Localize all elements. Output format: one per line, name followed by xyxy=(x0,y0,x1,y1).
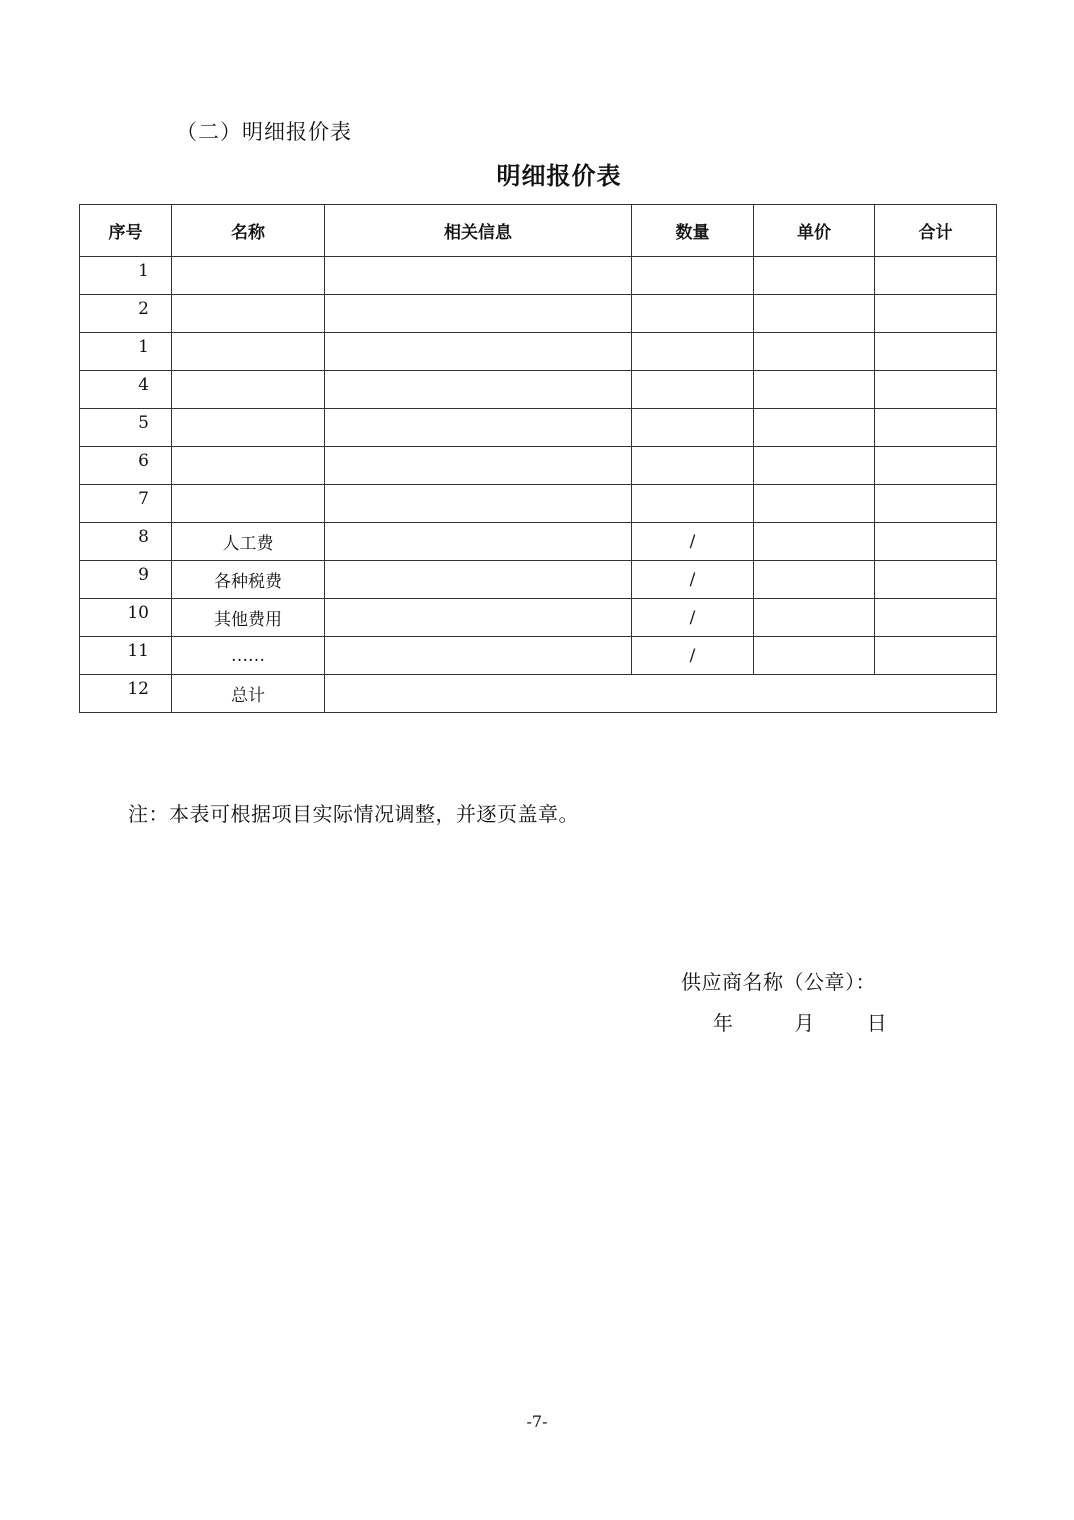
row-serial-no: 8 xyxy=(80,523,172,561)
header-name: 名称 xyxy=(172,205,325,257)
header-unit-price: 单价 xyxy=(754,205,875,257)
row-total xyxy=(875,371,997,409)
row-quantity: / xyxy=(632,599,754,637)
row-total xyxy=(875,561,997,599)
row-total xyxy=(875,409,997,447)
row-total xyxy=(875,599,997,637)
row-total xyxy=(875,523,997,561)
row-serial-no: 11 xyxy=(80,637,172,675)
row-serial-no: 9 xyxy=(80,561,172,599)
table-row xyxy=(80,637,997,675)
row-related-info xyxy=(325,447,632,485)
row-total xyxy=(875,257,997,295)
table-row xyxy=(80,599,997,637)
row-unit-price xyxy=(754,333,875,371)
row-name: 其他费用 xyxy=(172,599,325,637)
row-unit-price xyxy=(754,447,875,485)
table-row xyxy=(80,333,997,371)
table-row xyxy=(80,523,997,561)
row-unit-price xyxy=(754,257,875,295)
table-row xyxy=(80,257,997,295)
row-quantity: / xyxy=(632,637,754,675)
row-quantity xyxy=(632,333,754,371)
row-serial-no: 2 xyxy=(80,295,172,333)
row-name: …… xyxy=(172,637,325,675)
row-serial-no: 4 xyxy=(80,371,172,409)
row-total xyxy=(875,295,997,333)
row-quantity xyxy=(632,447,754,485)
table-header-row xyxy=(80,205,997,257)
table-note: 注：本表可根据项目实际情况调整，并逐页盖章。 xyxy=(128,802,579,826)
row-name xyxy=(172,485,325,523)
header-quantity: 数量 xyxy=(632,205,754,257)
row-related-info xyxy=(325,333,632,371)
row-related-info xyxy=(325,599,632,637)
row-related-info xyxy=(325,485,632,523)
row-serial-no: 7 xyxy=(80,485,172,523)
section-heading: （二）明细报价表 xyxy=(176,120,352,144)
header-related-info: 相关信息 xyxy=(325,205,632,257)
row-total xyxy=(875,485,997,523)
total-row-value xyxy=(325,675,997,713)
row-total xyxy=(875,333,997,371)
table-row xyxy=(80,409,997,447)
row-total xyxy=(875,447,997,485)
date-line xyxy=(713,1007,887,1036)
date-month-label: 月 xyxy=(794,1011,815,1035)
row-quantity: / xyxy=(632,523,754,561)
supplier-seal-label: 供应商名称（公章）： xyxy=(681,970,876,994)
table-row xyxy=(80,371,997,409)
row-unit-price xyxy=(754,599,875,637)
table-row xyxy=(80,295,997,333)
row-related-info xyxy=(325,561,632,599)
row-related-info xyxy=(325,637,632,675)
quotation-table xyxy=(79,204,997,713)
row-name xyxy=(172,409,325,447)
row-name xyxy=(172,447,325,485)
row-serial-no: 10 xyxy=(80,599,172,637)
row-related-info xyxy=(325,371,632,409)
table-total-row xyxy=(80,675,997,713)
total-row-serial-no: 12 xyxy=(80,675,172,713)
row-name: 各种税费 xyxy=(172,561,325,599)
row-quantity xyxy=(632,257,754,295)
date-day-label: 日 xyxy=(866,1011,887,1035)
row-unit-price xyxy=(754,409,875,447)
row-total xyxy=(875,637,997,675)
table-row xyxy=(80,561,997,599)
row-serial-no: 5 xyxy=(80,409,172,447)
row-unit-price xyxy=(754,637,875,675)
page-number: -7- xyxy=(526,1412,548,1431)
row-unit-price xyxy=(754,371,875,409)
row-quantity xyxy=(632,295,754,333)
row-unit-price xyxy=(754,295,875,333)
row-name xyxy=(172,333,325,371)
row-related-info xyxy=(325,523,632,561)
row-name xyxy=(172,295,325,333)
row-quantity xyxy=(632,409,754,447)
row-related-info xyxy=(325,295,632,333)
row-name: 人工费 xyxy=(172,523,325,561)
header-total: 合计 xyxy=(875,205,997,257)
row-serial-no: 6 xyxy=(80,447,172,485)
total-row-label: 总计 xyxy=(172,675,325,713)
row-related-info xyxy=(325,409,632,447)
row-name xyxy=(172,371,325,409)
row-quantity: / xyxy=(632,561,754,599)
row-unit-price xyxy=(754,561,875,599)
row-unit-price xyxy=(754,485,875,523)
row-name xyxy=(172,257,325,295)
table-row xyxy=(80,485,997,523)
table-row xyxy=(80,447,997,485)
row-serial-no: 1 xyxy=(80,333,172,371)
date-year-label: 年 xyxy=(713,1011,733,1035)
row-related-info xyxy=(325,257,632,295)
row-quantity xyxy=(632,371,754,409)
row-unit-price xyxy=(754,523,875,561)
page-title: 明细报价表 xyxy=(496,162,622,190)
row-quantity xyxy=(632,485,754,523)
header-serial-no: 序号 xyxy=(80,205,172,257)
row-serial-no: 1 xyxy=(80,257,172,295)
